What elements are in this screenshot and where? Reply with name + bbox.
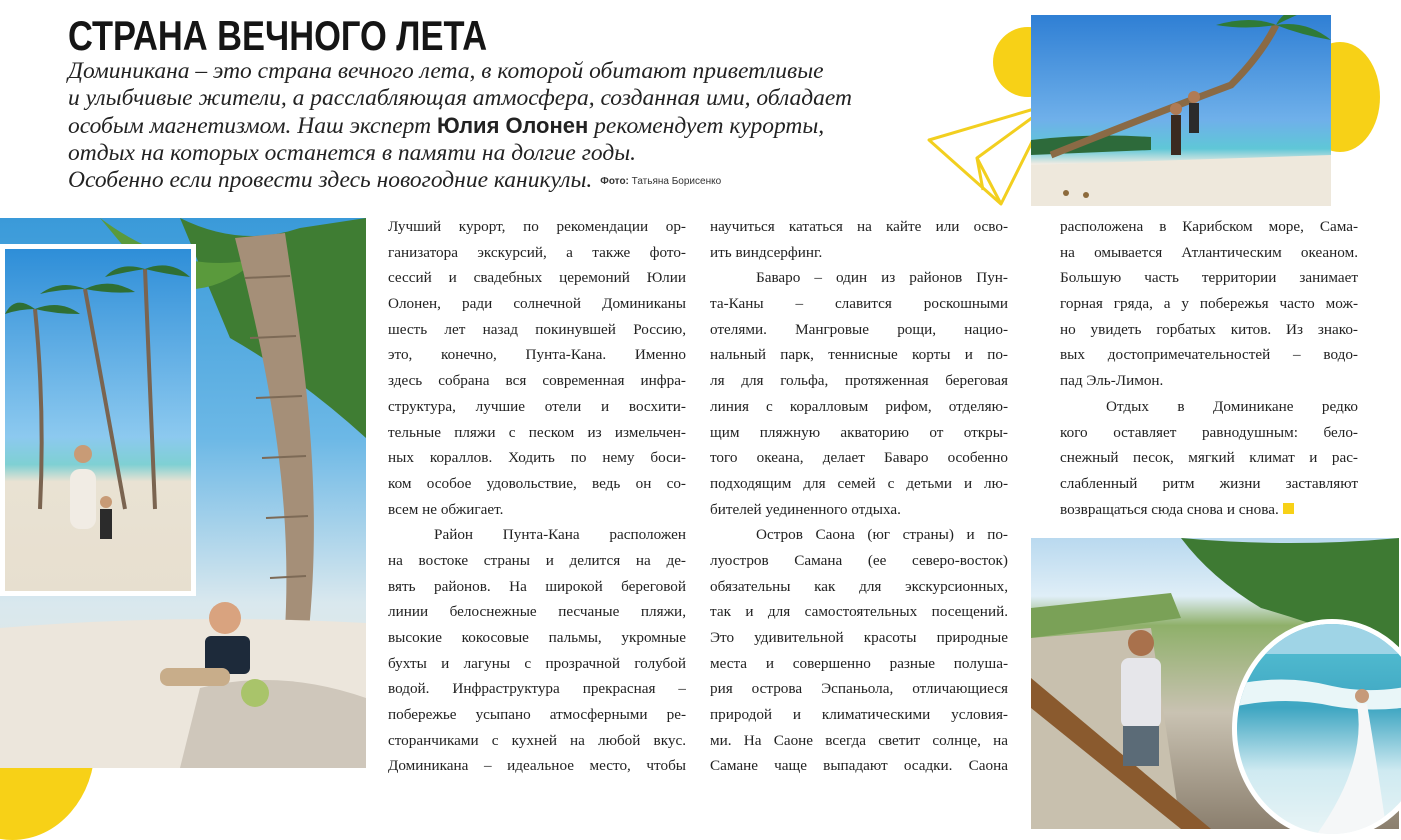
text-line: слабленный ритм жизни заставляют: [1060, 474, 1358, 492]
text-line: вять районов. На широкой береговой: [388, 577, 686, 595]
text-line: подходящим для семей с детьми и лю-: [710, 474, 1008, 492]
text-line: но увидеть горбатых китов. Из знако-: [1060, 320, 1358, 338]
text-line: структура, лучшие отели и восхити-: [388, 397, 686, 415]
text-line: ком особое удовольствие, ведь он со-: [388, 474, 686, 492]
text-line: та-Каны – славится роскошными: [710, 295, 1008, 313]
text-line: так и для самостоятельных посещений.: [710, 603, 1008, 621]
text-line: Олонен, ради солнечной Доминиканы: [388, 295, 686, 313]
lead-text: Особенно если провести здесь новогодние каникулы.: [68, 167, 593, 193]
text-line: сторанчиками с кухней на любой вкус.: [388, 731, 686, 749]
lead-text: особым магнетизмом. Наш эксперт: [68, 113, 437, 139]
inset-illustration: [5, 249, 191, 591]
text-line: ных кораллов. Ходить по нему боси-: [388, 449, 686, 467]
text-line: водой. Инфраструктура прекрасная –: [388, 680, 686, 698]
text-line: снежный песок, мягкий климат и рас-: [1060, 449, 1358, 467]
text-line: щим пляжную акваторию от откры-: [710, 423, 1008, 441]
text-line: отелями. Мангровые рощи, нацио-: [710, 320, 1008, 338]
text-line: тельные пляжи с песком из измельчен-: [388, 423, 686, 441]
text-line: линия с коралловым рифом, отделяю-: [710, 397, 1008, 415]
text-line: Самане чаще выпадают осадки. Саона: [710, 757, 1008, 775]
text-line: шесть лет назад покинувшей Россию,: [388, 320, 686, 338]
text-line: природой и климатическими условия-: [710, 706, 1008, 724]
text-line: на омывается Атлантическим океаном.: [1060, 243, 1358, 261]
text-line: ганизатора экскурсий, а также фото-: [388, 243, 686, 261]
text-line: Баваро – один из районов Пун-: [756, 269, 1008, 287]
photo-credit-name: Татьяна Борисенко: [631, 176, 722, 187]
photo-credit-label: Фото:: [600, 176, 629, 187]
text-line: сессий и свадебных церемоний Юлии: [388, 269, 686, 287]
text-line: того океана, делает Баваро особенно: [710, 449, 1008, 467]
text-line: ми. На Саоне всегда светит солнце, на: [710, 731, 1008, 749]
lead-line: [68, 167, 968, 195]
sea-illustration: [1237, 624, 1401, 834]
lead-line: Доминикана – это страна вечного лета, в которой обитают приветливые: [68, 58, 824, 84]
text-line: Большую часть территории занимает: [1060, 269, 1358, 287]
text-line: Отдых в Доминикане редко: [1106, 397, 1358, 415]
text-line: горная гряда, а у побережья часто мож-: [1060, 295, 1358, 313]
expert-name: Юлия Олонен: [436, 113, 589, 138]
beach-mother-kids-photo: [0, 244, 196, 596]
text-line: расположена в Карибском море, Сама-: [1060, 218, 1358, 235]
text-line: линии белоснежные песчаные пляжи,: [388, 603, 686, 621]
text-line: Остров Саона (юг страны) и по-: [756, 526, 1008, 544]
text-line: побережье усыпано атмосферными ре-: [388, 706, 686, 724]
text-line: луостров Самана (ее северо-восток): [710, 551, 1008, 569]
text-line: места и совершенно разные полуша-: [710, 654, 1008, 672]
text-line: на востоке страны и делится на де-: [388, 551, 686, 569]
text-line: бителей уединенного отдыха.: [710, 500, 901, 518]
text-line: Лучший курорт, по рекомендации ор-: [388, 218, 686, 235]
text-line: нальный парк, теннисные корты и по-: [710, 346, 1008, 364]
couple-beach-photo: [1031, 15, 1331, 206]
text-line: научиться кататься на кайте или осво-: [710, 218, 1008, 235]
text-line: это, конечно, Пунта-Кана. Именно: [388, 346, 686, 364]
text-line: пад Эль-Лимон.: [1060, 372, 1164, 390]
text-line: здесь собрана вся современная инфра-: [388, 372, 686, 390]
closing-text: возвращаться сюда снова и снова.: [1060, 500, 1279, 518]
article-title: СТРАНА ВЕЧНОГО ЛЕТА: [68, 12, 488, 59]
beach-illustration: [1031, 15, 1331, 206]
text-line: рия острова Эспаньола, отличающиеся: [710, 680, 1008, 698]
end-square-icon: [1283, 503, 1294, 514]
text-line: всем не обжигает.: [388, 500, 504, 518]
text-line: вых достопримечательностей – водо-: [1060, 346, 1358, 364]
text-line: кого оставляет равнодушным: бело-: [1060, 423, 1358, 441]
article-column-1: [388, 214, 686, 779]
text-line: высокие кокосовые пальмы, укромные: [388, 629, 686, 646]
text-line: бухты и лагуны с прозрачной голубой: [388, 654, 686, 672]
text-line: Доминикана – идеальное место, чтобы: [388, 757, 686, 775]
lead-text: рекомендует курорты,: [588, 113, 825, 139]
text-line: Район Пунта-Кана расположен: [434, 526, 686, 544]
text-line: обязательны как для экскурсионных,: [710, 577, 1008, 595]
text-line: ить виндсерфинг.: [710, 243, 823, 261]
article-column-2: [710, 214, 1008, 779]
lead-line: и улыбчивые жители, а расслабляющая атмосфера, созданная ими, обладает: [68, 85, 853, 111]
text-line: ля для гольфа, протяженная береговая: [710, 372, 1008, 390]
article-lead: [68, 58, 968, 195]
text-line: Это удивительной красоты природные: [710, 629, 1008, 646]
lead-line: [68, 112, 968, 140]
article-column-3: [1060, 214, 1358, 522]
text-line: [1060, 497, 1358, 523]
photo-credit: [600, 176, 721, 187]
lead-line: отдых на которых останется в памяти на долгие годы.: [68, 140, 637, 166]
